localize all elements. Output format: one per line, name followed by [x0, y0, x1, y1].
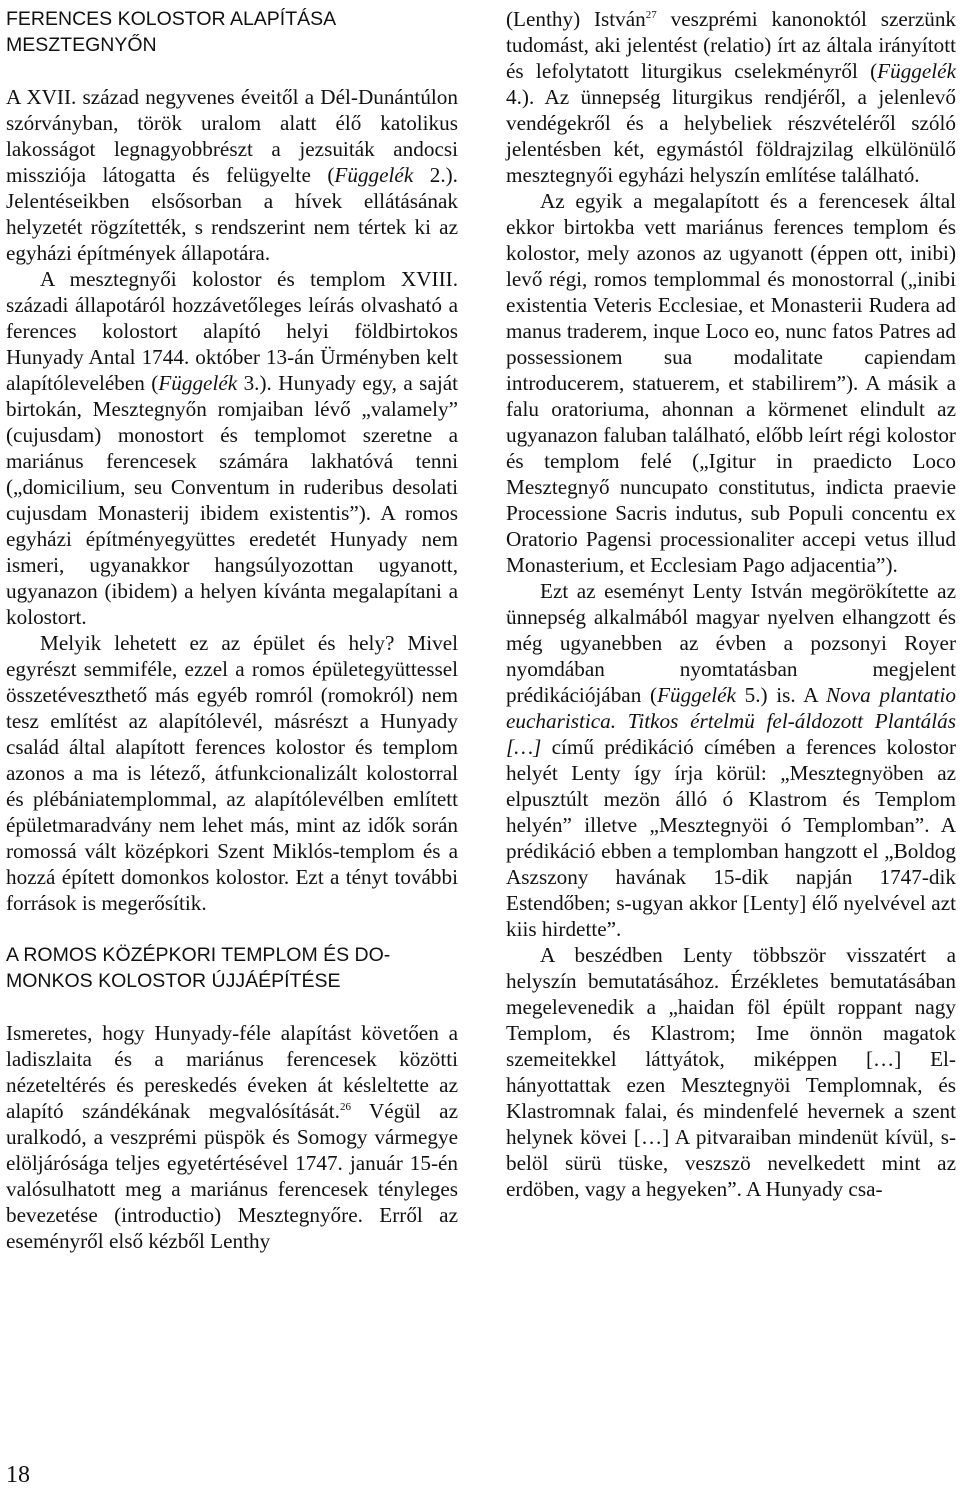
appendix-ref: Függelék — [657, 683, 736, 707]
sermon-title: Nova plantatio eucharistica. Titkos értelmü fel-áldozott Plantálás […] — [506, 683, 956, 759]
heading-line: MESZTEGNYŐN — [6, 34, 157, 56]
paragraph: A beszédben Lenty többször visszatért a helyszín bemutatásához. Érzékletes bemutatásában megelevenedik a „haidan föl épült roppant nagy Templom, és Klastrom; Ime önnön magatok szemeitekkel láttyátok, miképpen […] El-hányottattak ezen Mesztegnyöi Templomnak, és Klastromnak falai, és mindenfelé hevernek a szent helynek kövei […] A pitvaraiban mindenüt kívül, s-belöl sürü tüske, veszszö nevelkedett mint az erdöben, vagy a hegyeken”. A Hunyady csa- — [506, 943, 956, 1201]
paragraph: Az egyik a megalapított és a ferencesek által ekkor birtokba vett mariánus ferences templom és kolostor, mely azonos az ugyanott (éppen ott, inibi) levő régi, romos templommal és monostorral („inibi existentia Veteris Ecclesiae, et Monasterii Rudera ad manus traderem, inque Loco eo, nunc fatos Patres ad possessionem sua modalitate capiendam introducerem, statuerem, et stabilirem”). A másik a falu oratoriuma, ahonnan a körmenet elindult az ugyanazon faluban található, előbb leírt régi kolostor és templom felé („Igitur in praedicto Loco Mesztegnyő nuncupato constitutus, indicta praevie Processione Sacris indutus, sub Populi concentu ex Oratorio Pagensi processionaliter accepi vetus illud Monasterium, et Ecclesiam Pago adjacentia”). — [506, 189, 956, 577]
heading-line: A ROMOS KÖZÉPKORI TEMPLOM ÉS DO- — [6, 944, 391, 966]
appendix-ref: Függelék — [158, 371, 238, 395]
appendix-ref: Függelék — [877, 59, 956, 83]
paragraph: Ezt az eseményt Lenty István megörökítette az ünnepség alkalmából magyar nyelven elhangzott és még ugyanebben az évben a pozsonyi Royer nyomdában nyomtatásban megjelent prédikációjában (Függelék 5.) is. A Nova plantatio eucharistica. Titkos értelmü fel-áldozott Plantálás […] című prédikáció címében a ferences kolostor helyét Lenty így írja körül: „Mesztegnyöben az elpusztúlt mezön álló ó Klastrom és Templom helyén” illetve „Mesztegnyöi ó Templomban”. A prédikáció ebben a templomban hangzott el „Boldog Aszszony havának 15-dik napján 1747-dik Estendőben; s-ugyan akkor [Lenty] élő nyelvével azt kiis hirdette”. — [506, 579, 956, 941]
footnote-marker: 26 — [339, 1101, 351, 1113]
section-heading-founding — [6, 6, 458, 58]
section-heading-ruins — [6, 942, 458, 994]
left-column — [6, 6, 458, 1254]
page-number: 18 — [6, 1462, 30, 1488]
paragraph: A mesztegnyői kolostor és templom XVIII. századi állapotáról hozzávetőleges leírás olvasható a ferences kolostort alapító helyi földbirtokos Hunyady Antal 1744. október 13-án Ürményben kelt alapítólevelében (Függelék 3.). Hunyady egy, a saját birtokán, Mesztegnyőn romjaiban lévő „valamely” (cujusdam) monostort és templomot szeretne a mariánus ferencesek számára lakhatóvá tenni („domicilium, seu Conventum in ruderibus desolati cujusdam Monasterij ibidem existentis”). A romos egyházi építményegyüttes eredetét Hunyady nem ismeri, ugyanakkor hangsúlyozottan ugyanott, ugyanazon (ibidem) a helyen kívánta megalapítani a kolostort. — [6, 267, 458, 629]
footnote-marker: 27 — [645, 9, 657, 21]
right-column — [506, 6, 956, 1202]
heading-line: FERENCES KOLOSTOR ALAPÍTÁSA — [6, 8, 337, 30]
paragraph: Ismeretes, hogy Hunyady-féle alapítást követően a ladiszlaita és a mariánus ferencesek közötti nézeteltérés és pereskedés éveken át késleltette az alapító szándékának megvalósítását.$^{26}$ Végül az uralkodó, a veszprémi püspök és Somogy vármegye elöljárósága teljes egyetértésével 1747. január 15-én valósulhatott meg a mariánus ferencesek tényleges bevezetése (introductio) Mesztegnyőre. Erről az eseményről első kézből Lenthy — [6, 1021, 458, 1253]
paragraph: A XVII. század negyvenes éveitől a Dél-Dunántúlon szórványban, török uralom alatt élő katolikus lakosságot legnagyobbrészt a jezsuiták andocsi missziója látogatta és felügyelte (Függelék 2.). Jelentéseikben elsősorban a hívek ellátásának helyzetét rögzítették, s rendszerint nem tértek ki az egyházi építmények állapotára. — [6, 85, 458, 265]
paragraph: (Lenthy) István$^{27}$ veszprémi kanonoktól szerzünk tudomást, aki jelentést (relatio) írt az általa irányított és lefolytatott liturgikus cselekményről (Függelék 4.). Az ünnepség liturgikus rendjéről, a jelenlevő vendégekről és a helybeliek részvételéről szóló jelentésben két, egymástól földrajzilag elkülönülő mesztegnyői egyházi helyszín említése található. — [506, 7, 957, 187]
heading-line: MONKOS KOLOSTOR ÚJJÁÉPÍTÉSE — [6, 970, 341, 992]
appendix-ref: Függelék — [334, 163, 414, 187]
paragraph: Melyik lehetett ez az épület és hely? Mivel egyrészt semmiféle, ezzel a romos épületegyüttessel összetéveszthető más egyéb romról (romokról) nem tesz említést az alapítólevél, másrészt a Hunyady család által alapított ferences kolostor és templom azonos a ma is létező, átfunkcionalizált kolostorral és plébániatemplommal, az alapítólevélben említett épületmaradvány nem lehet más, mint az idők során romossá vált középkori Szent Miklós-templom és a hozzá épített domonkos kolostor. Ezt a tényt további források is megerősítik. — [6, 631, 458, 915]
